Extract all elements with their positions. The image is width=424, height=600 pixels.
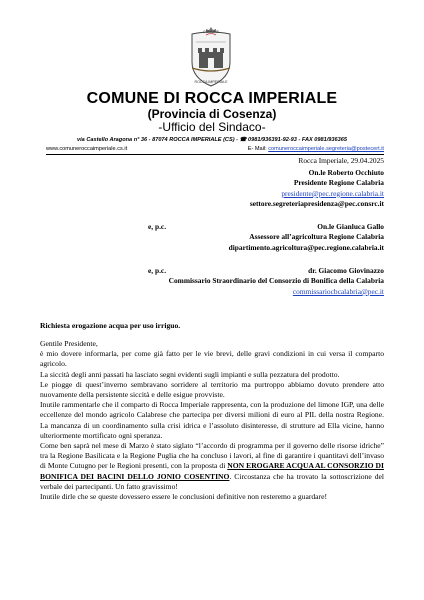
municipal-crest-icon	[186, 26, 236, 88]
cc2-name: dr. Giacomo Giovinazzo	[308, 266, 384, 275]
recipient-cc2	[169, 266, 384, 297]
email-link[interactable]: comuneroccaimperiale.segreteria@postecert.it	[268, 146, 384, 152]
crest-bottom-text: ROCCA IMPERIALE	[194, 80, 228, 84]
body-paragraph: è mio dovere informarla, per come già fatto per le vie brevi, delle gravi condizioni in cui versa il comparto agricolo.	[40, 349, 384, 369]
paragraph-text: Come ben saprà nel mese di Marzo è stato siglato “l’accordo di programma per il governo delle risorse idriche” tra la Regione Basilicata e la Regione Puglia che ha concluso i lavori, al fine di garantire i quantitavi dell’invaso di Monte Cutugno per le Regioni presenti, con la proposta di	[40, 441, 384, 471]
recipient-email-link[interactable]: presidente@pec.regione.calabria.it	[281, 188, 384, 198]
province-line: (Provincia di Cosenza)	[147, 107, 277, 121]
body-paragraph	[40, 441, 384, 492]
cc-prefix: e, p.c.	[148, 266, 167, 275]
office-line: -Ufficio del Sindaco-	[158, 120, 266, 134]
crest-top-text: COMUNE	[203, 30, 219, 34]
body-paragraph: Inutile dirle che se queste dovessero essere le conclusioni definitive non resteremo a guardare!	[40, 492, 327, 502]
email-label: E- Mail:	[247, 146, 269, 152]
body-paragraph: Le piogge di quest’inverno sembravano sorridere al territorio ma purtroppo abbiamo dovuto prendere atto nuovamente della persistente siccità e delle esigue provviste.	[40, 379, 384, 400]
municipality-title: COMUNE DI ROCCA IMPERIALE	[86, 90, 338, 107]
recipient-cc1	[229, 222, 384, 253]
cc2-role: Commissario Straordinario del Consorzio di Bonifica della Calabria	[168, 276, 384, 286]
cc1-name: On.le Gianluca Gallo	[317, 222, 384, 231]
letter-body	[40, 339, 384, 502]
recipient-primary	[250, 168, 384, 210]
recipient-email-secondary: settore.segreteriapresidenza@pec.consrc.it	[249, 199, 384, 209]
letter-subject: Richiesta erogazione acqua per uso irriguo.	[40, 321, 181, 330]
cc1-email: dipartimento.agricoltura@pec.regione.calabria.it	[228, 242, 384, 252]
letter-date: Rocca Imperiale, 29.04.2025	[298, 156, 384, 165]
header-divider	[46, 154, 384, 155]
emphasized-text: NON EROGARE ACQUA AL CONSORZIO DI BONIFICA DEI BACINI DELLO JONIO COSENTINO	[40, 461, 384, 481]
body-paragraph: La siccità degli anni passati ha lasciato segni evidenti sugli impianti e sulla pezzatura del prodotto.	[40, 369, 340, 379]
address-line: via Castello Aragona n° 36 - 87074 ROCCA IMPERIALE (CS) - ☎ 0981/936391-92-93 - FAX 0981/936365	[77, 137, 347, 143]
cc-prefix: e, p.c.	[148, 222, 167, 231]
cc2-email-link[interactable]: commissariocbcalabria@pec.it	[292, 286, 384, 296]
recipient-name: On.le Roberto Occhiuto	[308, 168, 384, 177]
website-link[interactable]: www.comuneroccaimperiale.cs.it	[46, 146, 128, 152]
salutation: Gentile Presidente,	[40, 339, 98, 348]
body-paragraph: Inutile rammentarle che il comparto di Rocca Imperiale rappresenta, con la produzione del limone IGP, una delle eccellenze del mondo agricolo Calabrese che partecipa per diversi milioni di euro al PIL della nostra Regione. La mancanza di un coordinamento sulla crisi idrica e l’assoluto disinteresse, di strutture ad Ella vicine, hanno ulteriormente mortificato ogni speranza.	[40, 400, 384, 440]
cc1-role: Assessore all’agricoltura Regione Calabria	[249, 232, 384, 242]
email-line	[248, 146, 384, 152]
recipient-role: Presidente Regione Calabria	[293, 178, 384, 188]
paragraph-text: . Circostanza che ha trovato la sottoscrizione del verbale dei partecipanti. Un fatto gravissimo!	[40, 471, 384, 491]
